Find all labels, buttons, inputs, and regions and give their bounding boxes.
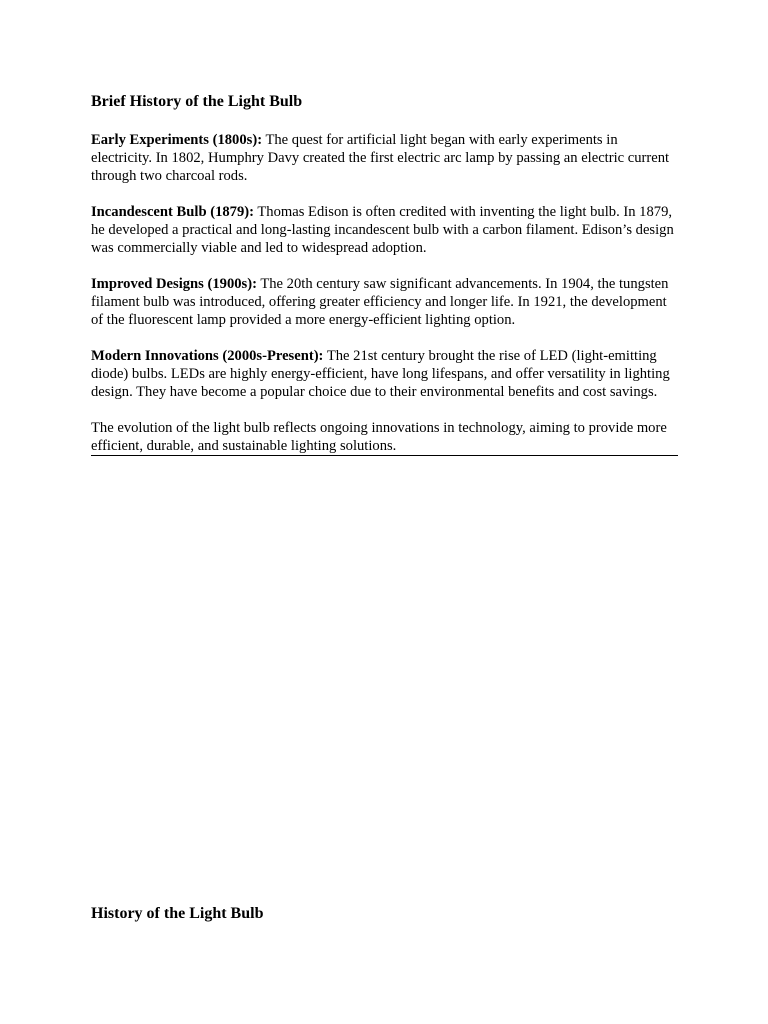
section-incandescent-bulb	[91, 203, 678, 257]
section-body: The 21st century brought the rise of LED (light-emitting diode) bulbs. LEDs are highly energy-efficient, have long lifespans, and offer versatility in lighting design. They have become a popular choice due to their environmental benefits and cost savings.	[91, 348, 670, 400]
section-body: Thomas Edison is often credited with inventing the light bulb. In 1879, he developed a practical and long-lasting incandescent bulb with a carbon filament. Edison’s design was commercially viable and led to widespread adoption.	[91, 204, 674, 256]
section-improved-designs	[91, 275, 678, 329]
section-modern-innovations	[91, 347, 678, 401]
section-body: The quest for artificial light began with early experiments in electricity. In 1802, Humphry Davy created the first electric arc lamp by passing an electric current through two charcoal rods.	[91, 132, 670, 184]
section-body: The 20th century saw significant advancements. In 1904, the tungsten filament bulb was introduced, offering greater efficiency and longer life. In 1921, the development of the fluorescent lamp provided a more energy-efficient lighting option.	[91, 276, 669, 328]
section-heading: Early Experiments (1800s):	[91, 132, 263, 148]
page-title: Brief History of the Light Bulb	[91, 93, 303, 110]
document-body	[91, 131, 678, 456]
section-heading: Modern Innovations (2000s-Present):	[91, 348, 324, 364]
section-heading: Improved Designs (1900s):	[91, 276, 257, 292]
section-early-experiments	[91, 131, 678, 185]
conclusion-paragraph: The evolution of the light bulb reflects ongoing innovations in technology, aiming to provide more efficient, durable, and sustainable lighting solutions.	[91, 420, 667, 454]
section-heading: Incandescent Bulb (1879):	[91, 204, 254, 220]
horizontal-rule	[91, 455, 678, 456]
second-page-title: History of the Light Bulb	[91, 905, 264, 922]
